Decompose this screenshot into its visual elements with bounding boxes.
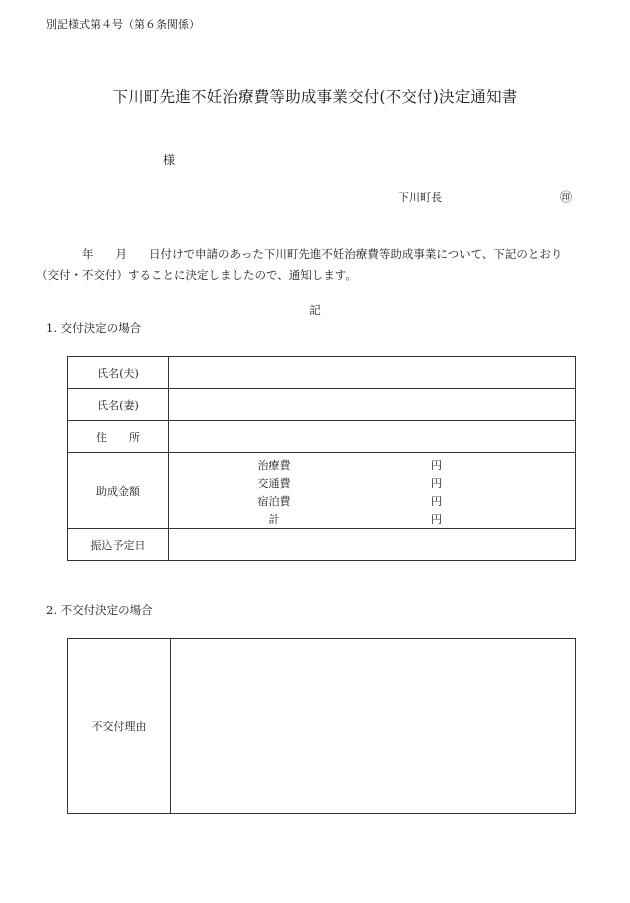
husband-name-label: 氏名(夫) bbox=[68, 357, 169, 389]
transfer-date-label: 振込予定日 bbox=[68, 529, 169, 561]
non-grant-reason-label: 不交付理由 bbox=[68, 639, 171, 814]
wife-name-field[interactable] bbox=[169, 389, 576, 421]
notice-month-label: 月 bbox=[115, 247, 127, 261]
amount-item-unit: 円 bbox=[431, 458, 442, 472]
non-grant-table bbox=[67, 638, 576, 814]
amount-item bbox=[169, 475, 575, 493]
section1-heading: 1. 交付決定の場合 bbox=[46, 321, 142, 335]
amount-item-unit: 円 bbox=[431, 476, 442, 490]
amount-item bbox=[169, 493, 575, 511]
address-row bbox=[68, 421, 576, 453]
grant-table bbox=[67, 356, 576, 561]
seal-mark: ㊞ bbox=[560, 190, 573, 204]
wife-row bbox=[68, 389, 576, 421]
transfer-date-row bbox=[68, 529, 576, 561]
ki-heading: 記 bbox=[309, 303, 321, 317]
amount-field[interactable] bbox=[169, 453, 576, 529]
amount-item-name: 計 bbox=[268, 512, 280, 526]
amount-row bbox=[68, 453, 576, 529]
notice-year-label: 年 bbox=[82, 247, 94, 261]
form-number: 別記様式第４号（第６条関係） bbox=[46, 18, 200, 31]
amount-item-name: 交通費 bbox=[257, 476, 291, 490]
amount-item bbox=[169, 457, 575, 475]
amount-item-name: 宿泊費 bbox=[257, 494, 291, 508]
notice-line2: （交付・不交付）することに決定しましたので、通知します。 bbox=[36, 268, 357, 282]
amount-breakdown bbox=[169, 454, 575, 528]
non-grant-reason-field[interactable] bbox=[171, 639, 576, 814]
amount-item-unit: 円 bbox=[431, 494, 442, 508]
addressee-suffix: 様 bbox=[163, 153, 176, 167]
notice-line1: 日付けで申請のあった下川町先進不妊治療費等助成事業について、下記のとおり bbox=[149, 247, 563, 261]
amount-item bbox=[169, 511, 575, 529]
amount-item-unit: 円 bbox=[431, 512, 442, 526]
address-field[interactable] bbox=[169, 421, 576, 453]
husband-name-field[interactable] bbox=[169, 357, 576, 389]
reason-row bbox=[68, 639, 576, 814]
issuer-name: 下川町長 bbox=[398, 191, 442, 204]
document-title: 下川町先進不妊治療費等助成事業交付(不交付)決定通知書 bbox=[112, 88, 518, 106]
notice-text bbox=[36, 244, 592, 286]
transfer-date-field[interactable] bbox=[169, 529, 576, 561]
husband-row bbox=[68, 357, 576, 389]
wife-name-label: 氏名(妻) bbox=[68, 389, 169, 421]
amount-item-name: 治療費 bbox=[257, 458, 291, 472]
address-label: 住 所 bbox=[68, 421, 169, 453]
amount-label: 助成金額 bbox=[68, 453, 169, 529]
section2-heading: 2. 不交付決定の場合 bbox=[46, 603, 153, 617]
